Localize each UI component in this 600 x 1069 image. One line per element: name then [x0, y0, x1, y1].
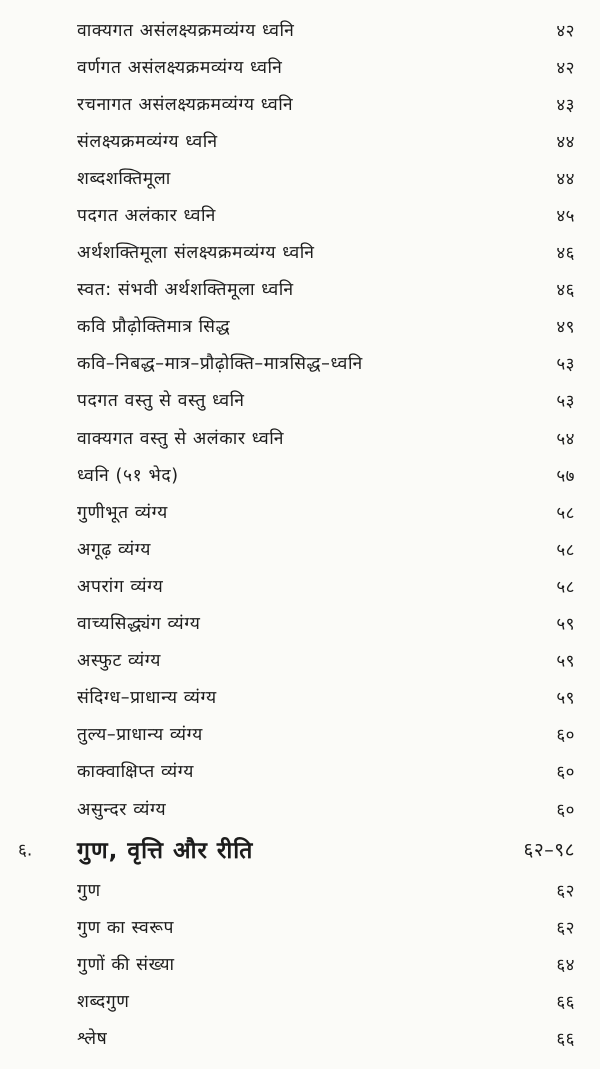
contents-entry-row	[0, 790, 600, 827]
entry-title: अगूढ़ व्यंग्य	[77, 539, 152, 560]
page-number: ५४	[556, 429, 575, 450]
contents-entry-row	[0, 48, 600, 85]
contents-entry-row	[0, 122, 600, 159]
contents-list	[0, 11, 600, 1057]
entry-title: श्लेष	[77, 1028, 108, 1049]
page-number: ५८	[556, 503, 575, 524]
contents-entry-row	[0, 234, 600, 271]
entry-title: तुल्य–प्राधान्य व्यंग्य	[77, 725, 203, 746]
contents-entry-row	[0, 271, 600, 308]
entry-title: संलक्ष्यक्रमव्यंग्य ध्वनि	[77, 131, 218, 152]
page-number: ६२	[556, 918, 575, 939]
contents-entry-row	[0, 382, 600, 419]
contents-entry-row	[0, 530, 600, 567]
entry-title: वर्णगत असंलक्ष्यक्रमव्यंग्य ध्वनि	[77, 57, 283, 78]
entry-title: वाक्यगत असंलक्ष्यक्रमव्यंग्य ध्वनि	[77, 20, 295, 41]
contents-entry-row	[0, 642, 600, 679]
entry-title: शब्दशक्तिमूला	[77, 168, 171, 189]
page-number: ४५	[556, 206, 575, 227]
page-number: ५३	[556, 354, 575, 375]
entry-title: गुणों की संख्या	[77, 954, 175, 975]
contents-entry-row	[0, 945, 600, 982]
entry-title: असुन्दर व्यंग्य	[77, 799, 167, 820]
contents-entry-row	[0, 345, 600, 382]
entry-title: गुण	[77, 880, 101, 901]
page-number: ५९	[556, 614, 575, 635]
page-number: ५८	[556, 577, 575, 598]
page-number: ६२	[556, 881, 575, 902]
contents-entry-row	[0, 567, 600, 604]
entry-title: वाच्यसिद्ध्यंग व्यंग्य	[77, 614, 201, 635]
contents-entry-row	[0, 679, 600, 716]
entry-title: कवि–निबद्ध–मात्र–प्रौढ़ोक्ति–मात्रसिद्ध–ध्वनि	[77, 354, 363, 375]
chapter-title: गुण, वृत्ति और रीति	[77, 838, 254, 865]
page-number: ४२	[556, 58, 575, 79]
contents-entry-row	[0, 308, 600, 345]
contents-entry-row	[0, 11, 600, 48]
contents-entry-row	[0, 419, 600, 456]
contents-entry-row	[0, 85, 600, 122]
page-number: ६२–९८	[523, 839, 575, 862]
entry-title: वाक्यगत वस्तु से अलंकार ध्वनि	[77, 428, 285, 449]
contents-entry-row	[0, 196, 600, 233]
contents-entry-row	[0, 605, 600, 642]
page-number: ४४	[556, 132, 575, 153]
page-number: ४२	[556, 21, 575, 42]
contents-entry-row	[0, 908, 600, 945]
page-number: ६०	[556, 800, 575, 821]
entry-title: अपरांग व्यंग्य	[77, 576, 164, 597]
entry-title: कवि प्रौढ़ोक्तिमात्र सिद्ध	[77, 317, 231, 338]
entry-title: अर्थशक्तिमूला संलक्ष्यक्रमव्यंग्य ध्वनि	[77, 243, 315, 264]
entry-title: पदगत अलंकार ध्वनि	[77, 206, 216, 227]
page-number: ६६	[556, 1029, 575, 1050]
contents-entry-row	[0, 456, 600, 493]
page-number: ४४	[556, 169, 575, 190]
entry-title: गुण का स्वरूप	[77, 917, 175, 938]
page-number: ५३	[556, 391, 575, 412]
entry-title: काक्वाक्षिप्त व्यंग्य	[77, 762, 194, 783]
entry-title: स्वत: संभवी अर्थशक्तिमूला ध्वनि	[77, 280, 294, 301]
page-number: ६०	[556, 762, 575, 783]
page-number: ५८	[556, 540, 575, 561]
page-number: ४६	[556, 280, 575, 301]
page-number: ५९	[556, 688, 575, 709]
page-number: ५९	[556, 651, 575, 672]
entry-title: संदिग्ध–प्राधान्य व्यंग्य	[77, 688, 217, 709]
page-number: ४६	[556, 243, 575, 264]
page-number: ५७	[556, 466, 575, 487]
entry-title: शब्दगुण	[77, 991, 130, 1012]
contents-entry-row	[0, 1019, 600, 1056]
chapter-heading-row	[0, 827, 600, 871]
page-number: ६४	[556, 955, 575, 976]
page-number: ६६	[556, 992, 575, 1013]
entry-title: रचनागत असंलक्ष्यक्रमव्यंग्य ध्वनि	[77, 94, 294, 115]
contents-entry-row	[0, 159, 600, 196]
entry-title: ध्वनि (५१ भेद)	[77, 465, 179, 486]
contents-entry-row	[0, 493, 600, 530]
contents-entry-row	[0, 982, 600, 1019]
page-number: ६०	[556, 725, 575, 746]
entry-title: अस्फुट व्यंग्य	[77, 651, 162, 672]
entry-title: गुणीभूत व्यंग्य	[77, 502, 168, 523]
page-number: ४३	[556, 95, 575, 116]
page-number: ४९	[556, 317, 575, 338]
entry-title: पदगत वस्तु से वस्तु ध्वनि	[77, 391, 245, 412]
contents-entry-row	[0, 753, 600, 790]
chapter-number: ६.	[18, 840, 33, 861]
contents-entry-row	[0, 871, 600, 908]
contents-entry-row	[0, 716, 600, 753]
